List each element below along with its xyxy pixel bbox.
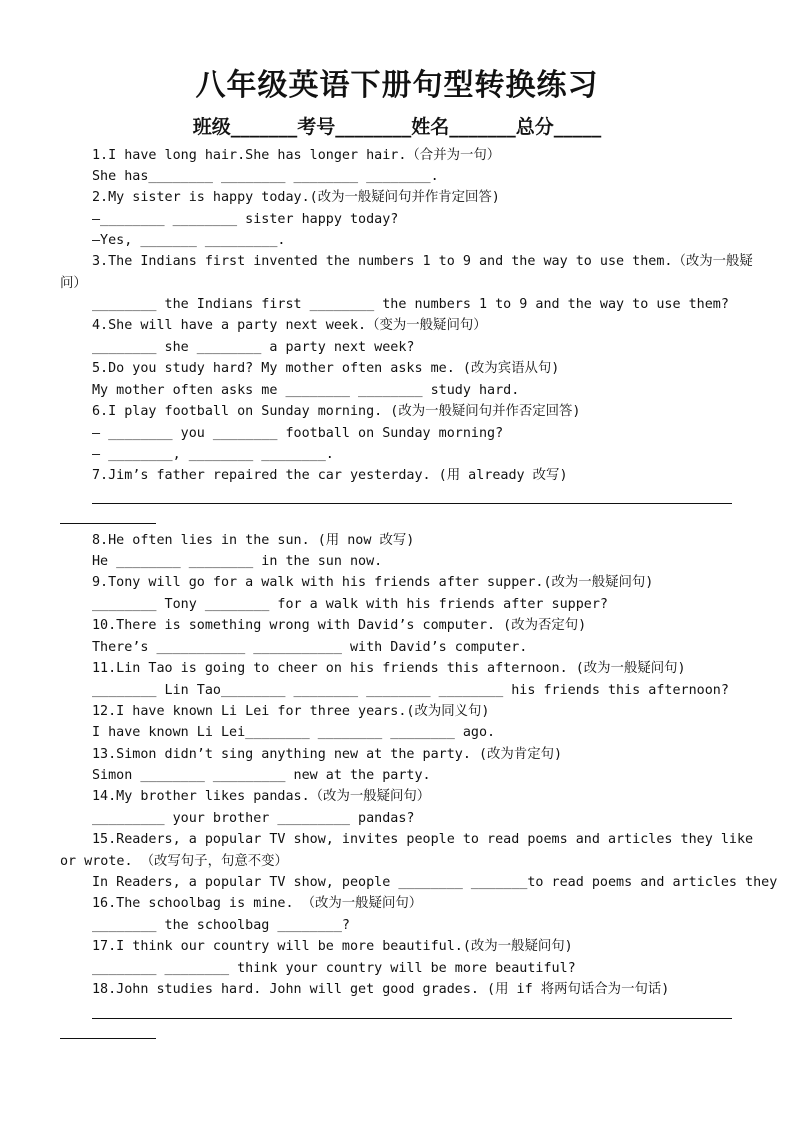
- q11-prompt: 11.Lin Tao is going to cheer on his friends this afternoon. (改为一般疑问句): [92, 661, 686, 676]
- q5-prompt: 5.Do you study hard? My mother often asks me. (改为宾语从句): [92, 361, 560, 376]
- q6-answer-question: — ________ you ________ football on Sunday morning?: [92, 426, 504, 441]
- q18-prompt: 18.John studies hard. John will get good grades. (用 if 将两句话合为一句话): [92, 982, 670, 997]
- q2-answer-question: —________ ________ sister happy today?: [92, 212, 399, 227]
- q15-prompt-continued: or wrote. （改写句子，句意不变）: [60, 854, 288, 869]
- q10-answer: There’s ___________ ___________ with David’s computer.: [92, 640, 528, 655]
- q15-prompt: 15.Readers, a popular TV show, invites people to read poems and articles they like: [92, 832, 754, 847]
- q14-prompt: 14.My brother likes pandas.（改为一般疑问句）: [92, 789, 431, 804]
- q9-prompt: 9.Tony will go for a walk with his friends after supper.(改为一般疑问句): [92, 575, 654, 590]
- q8-answer: He ________ ________ in the sun now.: [92, 554, 383, 569]
- q18-answer-line: [92, 1018, 732, 1019]
- q1-prompt: 1.I have long hair.She has longer hair.（合并为一句）: [92, 148, 501, 163]
- q4-prompt: 4.She will have a party next week.（变为一般疑问句）: [92, 318, 487, 333]
- q12-prompt: 12.I have known Li Lei for three years.(改为同义句): [92, 704, 490, 719]
- q17-prompt: 17.I think our country will be more beautiful.(改为一般疑问句): [92, 939, 573, 954]
- q2-prompt: 2.My sister is happy today.(改为一般疑问句并作肯定回答): [92, 190, 500, 205]
- q7-answer-line: [92, 503, 732, 504]
- q16-prompt: 16.The schoolbag is mine. （改为一般疑问句）: [92, 896, 423, 911]
- q4-answer: ________ she ________ a party next week?: [92, 340, 415, 355]
- q16-answer: ________ the schoolbag ________?: [92, 918, 350, 933]
- q13-answer: Simon ________ _________ new at the party.: [92, 768, 431, 783]
- q7-answer-line-continued: [60, 523, 156, 524]
- q7-prompt: 7.Jim’s father repaired the car yesterday. (用 already 改写): [92, 468, 568, 483]
- q10-prompt: 10.There is something wrong with David’s computer. (改为否定句): [92, 618, 587, 633]
- q6-prompt: 6.I play football on Sunday morning. (改为一般疑问句并作否定回答): [92, 404, 581, 419]
- q5-answer: My mother often asks me ________ ________ study hard.: [92, 383, 520, 398]
- q2-answer-reply: —Yes, _______ _________.: [92, 233, 286, 248]
- q17-answer: ________ ________ think your country will be more beautiful?: [92, 961, 576, 976]
- q9-answer: ________ Tony ________ for a walk with his friends after supper?: [92, 597, 608, 612]
- q3-prompt-continued: 问）: [60, 276, 87, 291]
- student-info-line: 班级_______考号________姓名_______总分_____: [192, 116, 602, 138]
- q18-answer-line-continued: [60, 1038, 156, 1039]
- q12-answer: I have known Li Lei________ ________ ________ ago.: [92, 725, 496, 740]
- q13-prompt: 13.Simon didn’t sing anything new at the party. (改为肯定句): [92, 747, 563, 762]
- q14-answer: _________ your brother _________ pandas?: [92, 811, 415, 826]
- q11-answer: ________ Lin Tao________ ________ ________ ________ his friends this afternoon?: [92, 683, 729, 698]
- q15-answer: In Readers, a popular TV show, people ________ _______to read poems and articles they: [92, 875, 778, 890]
- worksheet-title: 八年级英语下册句型转换练习: [195, 68, 599, 103]
- q8-prompt: 8.He often lies in the sun. (用 now 改写): [92, 533, 415, 548]
- q6-answer-reply: — ________, ________ ________.: [92, 447, 334, 462]
- q3-answer: ________ the Indians first ________ the numbers 1 to 9 and the way to use them?: [92, 297, 729, 312]
- q3-prompt: 3.The Indians first invented the numbers 1 to 9 and the way to use them.（改为一般疑: [92, 254, 753, 269]
- q1-answer: She has________ ________ ________ ________.: [92, 169, 439, 184]
